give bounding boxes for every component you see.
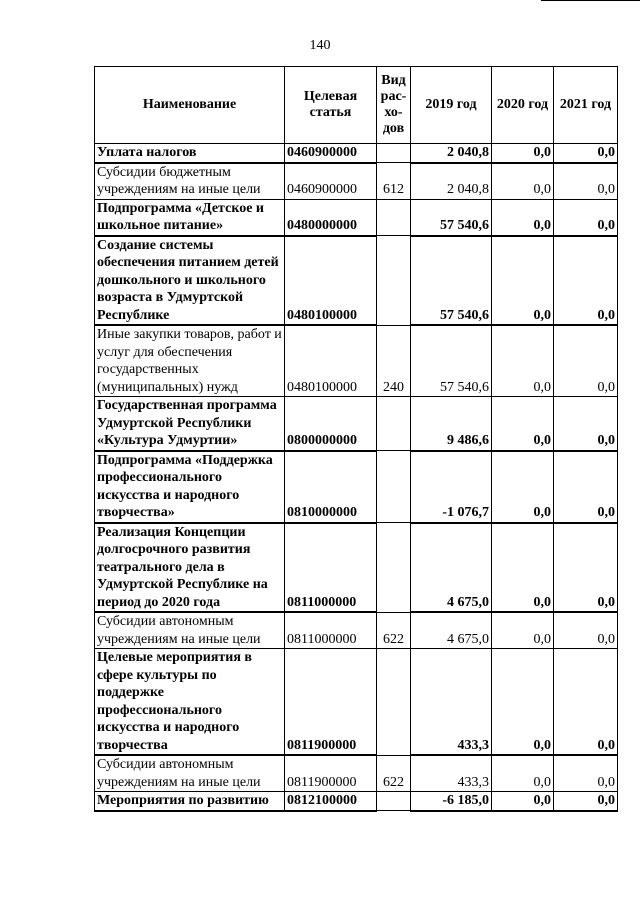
row-value-2019: -6 185,0 bbox=[411, 792, 492, 811]
row-expense-type bbox=[377, 523, 411, 613]
row-value-2019: 57 540,6 bbox=[411, 325, 492, 397]
table-row bbox=[95, 199, 618, 236]
header-name: Наименование bbox=[95, 67, 285, 144]
row-value-2021: 0,0 bbox=[554, 523, 618, 613]
table-row bbox=[95, 397, 618, 451]
row-value-2020: 0,0 bbox=[492, 451, 554, 523]
page-number: 140 bbox=[309, 38, 331, 53]
row-value-2021: 0,0 bbox=[554, 163, 618, 200]
row-name: Уплата налогов bbox=[95, 144, 285, 163]
row-expense-type: 622 bbox=[377, 612, 411, 649]
row-value-2021: 0,0 bbox=[554, 144, 618, 163]
table-row bbox=[95, 325, 618, 397]
budget-table bbox=[94, 66, 618, 812]
row-value-2021: 0,0 bbox=[554, 649, 618, 756]
table-row bbox=[95, 612, 618, 649]
row-value-2021: 0,0 bbox=[554, 792, 618, 811]
row-name: Иные закупки товаров, работ и услуг для обеспечения государственных (муниципальных) нужд bbox=[95, 325, 285, 397]
row-value-2021: 0,0 bbox=[554, 451, 618, 523]
row-name: Реализация Концепции долгосрочного развития театрального дела в Удмуртской Республике на период до 2020 года bbox=[95, 523, 285, 613]
row-value-2021: 0,0 bbox=[554, 325, 618, 397]
row-target-article: 0811000000 bbox=[285, 612, 377, 649]
row-name: Субсидии бюджетным учреждениям на иные цели bbox=[95, 163, 285, 200]
row-value-2019: 9 486,6 bbox=[411, 397, 492, 451]
row-value-2020: 0,0 bbox=[492, 755, 554, 792]
row-value-2021: 0,0 bbox=[554, 612, 618, 649]
row-expense-type bbox=[377, 451, 411, 523]
table-row bbox=[95, 523, 618, 613]
row-expense-type: 240 bbox=[377, 325, 411, 397]
row-value-2019: 57 540,6 bbox=[411, 236, 492, 326]
row-target-article: 0480100000 bbox=[285, 236, 377, 326]
row-value-2019: 57 540,6 bbox=[411, 199, 492, 236]
table-row bbox=[95, 236, 618, 326]
row-name: Государственная программа Удмуртской Республики «Культура Удмуртии» bbox=[95, 397, 285, 451]
row-expense-type bbox=[377, 144, 411, 163]
row-value-2020: 0,0 bbox=[492, 523, 554, 613]
row-value-2020: 0,0 bbox=[492, 199, 554, 236]
row-target-article: 0811900000 bbox=[285, 755, 377, 792]
row-value-2019: -1 076,7 bbox=[411, 451, 492, 523]
row-target-article: 0811900000 bbox=[285, 649, 377, 756]
table-row bbox=[95, 451, 618, 523]
row-value-2020: 0,0 bbox=[492, 163, 554, 200]
row-value-2020: 0,0 bbox=[492, 397, 554, 451]
header-expense-type: Вид рас- хо- дов bbox=[377, 67, 411, 144]
row-expense-type bbox=[377, 792, 411, 811]
row-target-article: 0480100000 bbox=[285, 325, 377, 397]
table-row bbox=[95, 649, 618, 756]
table-row bbox=[95, 792, 618, 811]
row-name: Целевые мероприятия в сфере культуры по поддержке профессионального искусства и народного творчества bbox=[95, 649, 285, 756]
row-value-2019: 2 040,8 bbox=[411, 144, 492, 163]
row-value-2020: 0,0 bbox=[492, 144, 554, 163]
row-value-2021: 0,0 bbox=[554, 755, 618, 792]
row-name: Субсидии автономным учреждениям на иные цели bbox=[95, 612, 285, 649]
row-expense-type bbox=[377, 649, 411, 756]
top-rule bbox=[541, 0, 640, 1]
row-target-article: 0460900000 bbox=[285, 144, 377, 163]
header-target-article: Целевая статья bbox=[285, 67, 377, 144]
row-value-2020: 0,0 bbox=[492, 649, 554, 756]
table-row bbox=[95, 163, 618, 200]
row-name: Субсидии автономным учреждениям на иные цели bbox=[95, 755, 285, 792]
row-value-2020: 0,0 bbox=[492, 325, 554, 397]
table-row bbox=[95, 144, 618, 163]
row-value-2019: 433,3 bbox=[411, 755, 492, 792]
row-value-2019: 4 675,0 bbox=[411, 523, 492, 613]
header-2021: 2021 год bbox=[554, 67, 618, 144]
row-name: Мероприятия по развитию bbox=[95, 792, 285, 811]
row-value-2021: 0,0 bbox=[554, 236, 618, 326]
row-value-2020: 0,0 bbox=[492, 792, 554, 811]
row-target-article: 0460900000 bbox=[285, 163, 377, 200]
row-expense-type bbox=[377, 397, 411, 451]
row-value-2020: 0,0 bbox=[492, 612, 554, 649]
row-target-article: 0800000000 bbox=[285, 397, 377, 451]
row-name: Создание системы обеспечения питанием детей дошкольного и школьного возраста в Удмуртской Республике bbox=[95, 236, 285, 326]
row-expense-type bbox=[377, 199, 411, 236]
row-value-2021: 0,0 bbox=[554, 397, 618, 451]
row-value-2019: 4 675,0 bbox=[411, 612, 492, 649]
row-name: Подпрограмма «Детское и школьное питание» bbox=[95, 199, 285, 236]
row-target-article: 0810000000 bbox=[285, 451, 377, 523]
row-value-2019: 2 040,8 bbox=[411, 163, 492, 200]
row-name: Подпрограмма «Поддержка профессионального искусства и народного творчества» bbox=[95, 451, 285, 523]
row-value-2021: 0,0 bbox=[554, 199, 618, 236]
table-header-row bbox=[95, 67, 618, 144]
row-expense-type bbox=[377, 236, 411, 326]
header-2019: 2019 год bbox=[411, 67, 492, 144]
row-value-2019: 433,3 bbox=[411, 649, 492, 756]
row-target-article: 0480000000 bbox=[285, 199, 377, 236]
row-value-2020: 0,0 bbox=[492, 236, 554, 326]
row-target-article: 0812100000 bbox=[285, 792, 377, 811]
header-2020: 2020 год bbox=[492, 67, 554, 144]
row-target-article: 0811000000 bbox=[285, 523, 377, 613]
table-row bbox=[95, 755, 618, 792]
row-expense-type: 612 bbox=[377, 163, 411, 200]
row-expense-type: 622 bbox=[377, 755, 411, 792]
